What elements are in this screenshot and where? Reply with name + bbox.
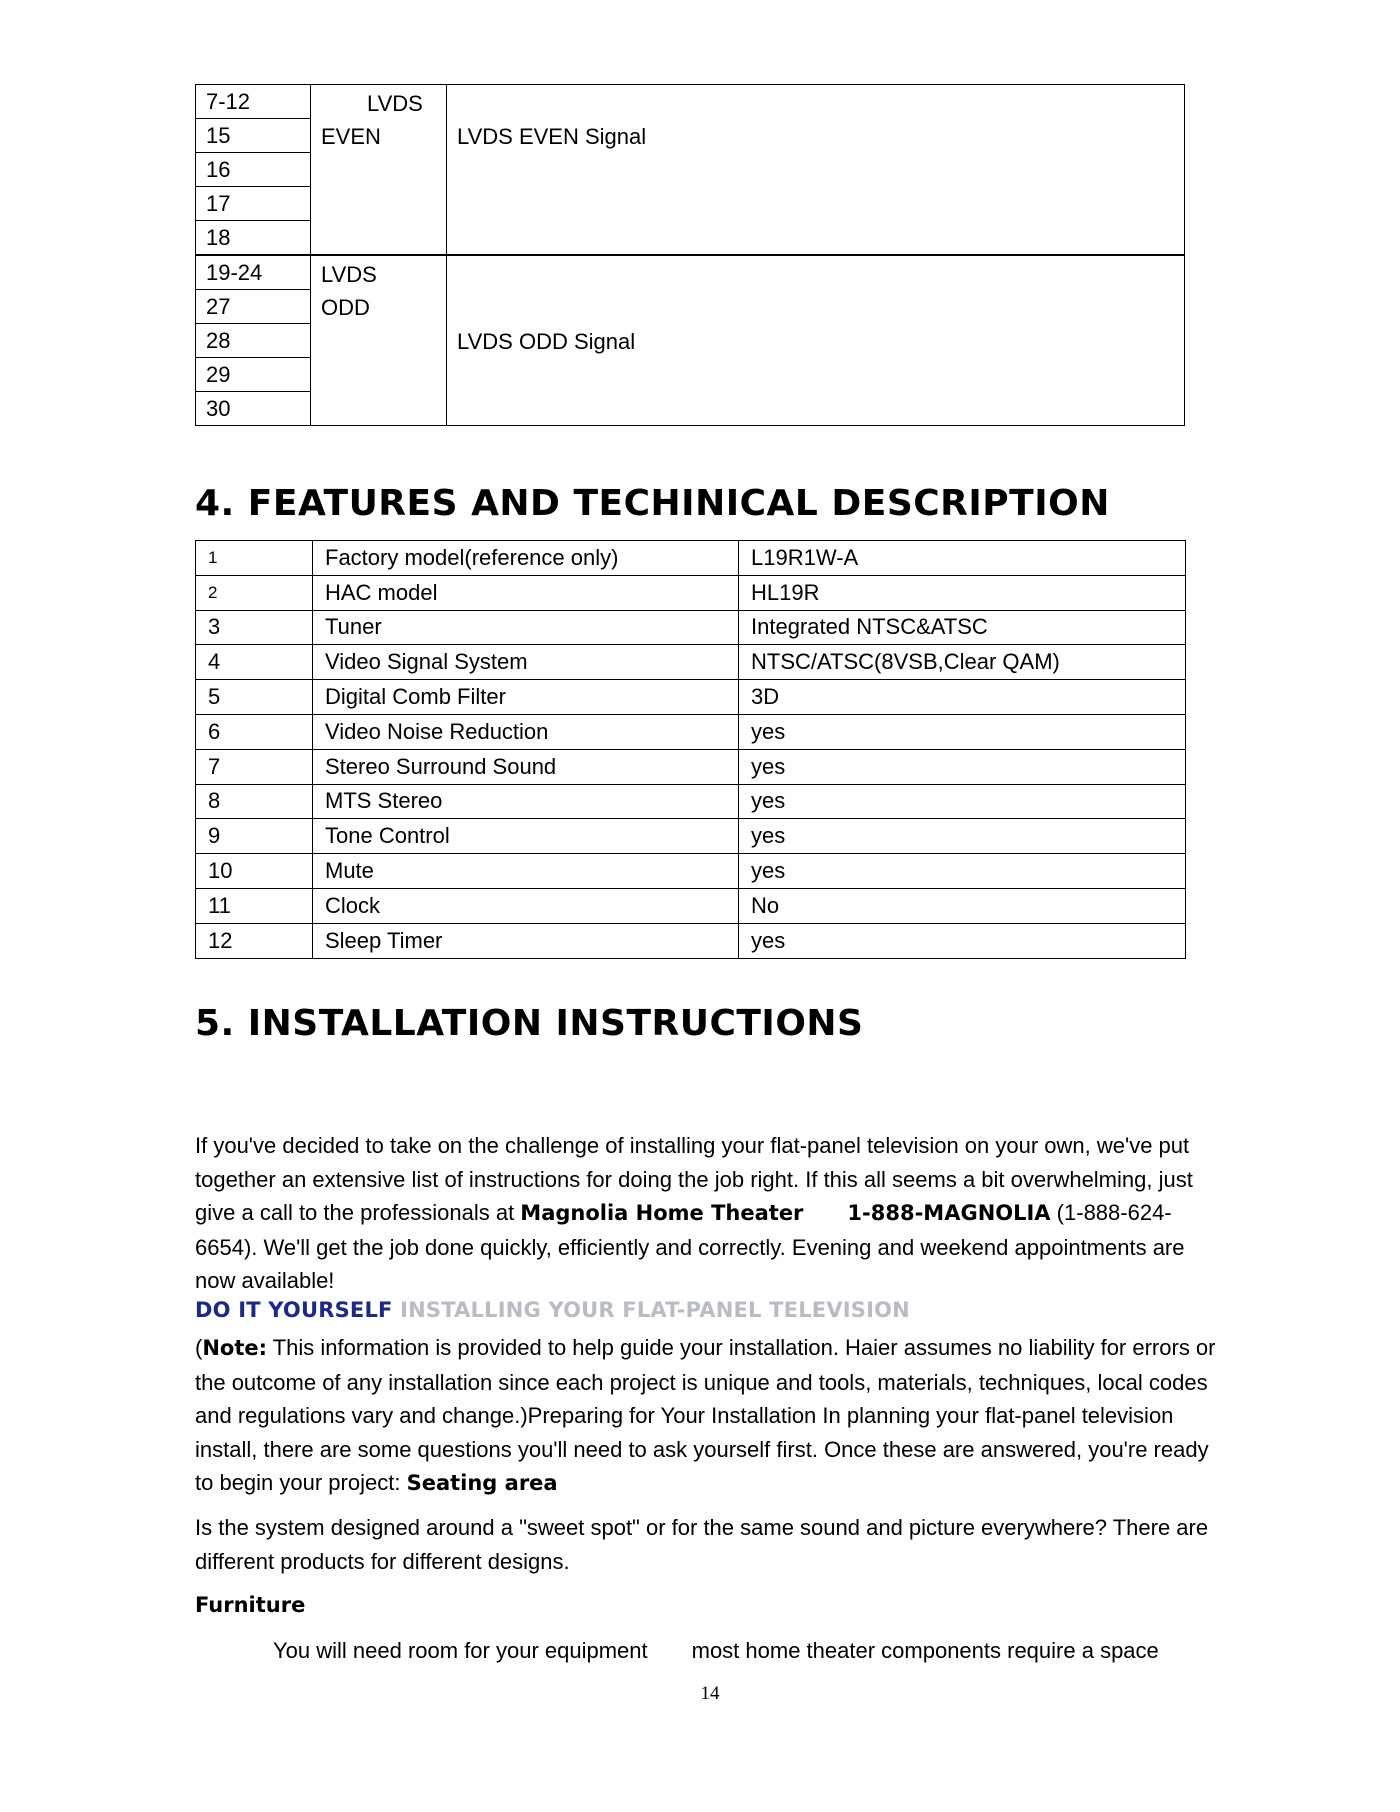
table-row — [196, 784, 1186, 819]
table-row — [196, 923, 1186, 958]
seating-area-heading: Seating area — [406, 1471, 558, 1495]
phone-brand: 1-888-MAGNOLIA — [847, 1201, 1051, 1225]
pin-cell: 29 — [196, 358, 311, 392]
note-text: This information is provided to help guide your installation. Haier assumes no liability for errors or the outcome of any installation since each project is unique and tools, materials, techniques, local codes and regulations vary and change.)Preparing for Your Installation In planning your flat-panel television install, there are some questions you'll need to ask yourself first. Once these are answered, you're ready to begin your project: — [195, 1335, 1216, 1495]
pin-cell: 7-12 — [196, 85, 311, 119]
row-number: 11 — [196, 888, 313, 923]
lvds-odd-desc-text: LVDS ODD Signal — [457, 329, 636, 354]
row-number: 4 — [196, 645, 313, 680]
table-row — [196, 645, 1186, 680]
pin-cell: 17 — [196, 187, 311, 221]
page-number: 14 — [700, 1683, 720, 1704]
row-number: 6 — [196, 714, 313, 749]
feature-name: Sleep Timer — [313, 923, 739, 958]
lvds-even-name-line1: LVDS — [367, 91, 423, 116]
row-number: 5 — [196, 680, 313, 715]
pin-cell: 30 — [196, 392, 311, 426]
lvds-even-desc-text: LVDS EVEN Signal — [457, 124, 647, 149]
installation-heading: 5. INSTALLATION INSTRUCTIONS — [195, 1003, 864, 1044]
pin-cell: 27 — [196, 290, 311, 324]
table-row — [196, 819, 1186, 854]
table-row — [196, 749, 1186, 784]
feature-value: yes — [739, 923, 1186, 958]
pin-cell: 19-24 — [196, 255, 311, 290]
feature-value: 3D — [739, 680, 1186, 715]
feature-name: Clock — [313, 888, 739, 923]
furniture-paragraph — [273, 1638, 1159, 1664]
feature-name: Video Signal System — [313, 645, 739, 680]
feature-name: Mute — [313, 854, 739, 889]
table-row — [196, 714, 1186, 749]
note-label: Note: — [202, 1336, 268, 1360]
feature-name: Stereo Surround Sound — [313, 749, 739, 784]
diy-banner — [195, 1298, 910, 1322]
diy-banner-lead: DO IT YOURSELF — [195, 1298, 393, 1322]
sweet-spot-paragraph: Is the system designed around a "sweet spot" or for the same sound and picture everywhere? There are different products for different designs. — [195, 1515, 1209, 1574]
table-row — [196, 575, 1186, 610]
lvds-even-desc — [447, 85, 1185, 256]
diy-banner-title: INSTALLING YOUR FLAT-PANEL TELEVISION — [400, 1298, 910, 1322]
feature-name: Tuner — [313, 610, 739, 645]
pin-cell: 28 — [196, 324, 311, 358]
feature-value: No — [739, 888, 1186, 923]
lvds-even-name — [311, 85, 447, 256]
note-paragraph — [195, 1331, 1225, 1501]
row-number: 2 — [196, 575, 313, 610]
intro-text-end: (1-888-624-6654). We'll get the job done quickly, efficiently and correctly. Evening and weekend appointments are now available! — [195, 1200, 1185, 1293]
table-row — [196, 854, 1186, 889]
table-row — [196, 680, 1186, 715]
lvds-odd-name-line2: ODD — [321, 295, 370, 320]
table-row — [196, 888, 1186, 923]
pin-cell: 15 — [196, 119, 311, 153]
features-heading: 4. FEATURES AND TECHINICAL DESCRIPTION — [195, 483, 1110, 524]
lvds-odd-desc — [447, 255, 1185, 426]
company-name: Magnolia Home Theater — [520, 1201, 804, 1225]
row-number: 10 — [196, 854, 313, 889]
feature-value: yes — [739, 749, 1186, 784]
pin-cell: 16 — [196, 153, 311, 187]
lvds-odd-name — [311, 255, 447, 426]
furniture-text-2: most home theater components require a space — [691, 1638, 1159, 1663]
feature-value: yes — [739, 819, 1186, 854]
intro-text: If you've decided to take on the challenge of installing your flat-panel television on your own, we've put together an extensive list of instructions for doing the job right. If this all seems a bit overwhelming, just give a call to the professionals at — [195, 1133, 1193, 1225]
row-number: 12 — [196, 923, 313, 958]
table-row — [196, 541, 1186, 576]
feature-name: Digital Comb Filter — [313, 680, 739, 715]
feature-value: yes — [739, 854, 1186, 889]
feature-value: Integrated NTSC&ATSC — [739, 610, 1186, 645]
furniture-text-1: You will need room for your equipment — [273, 1638, 648, 1663]
row-number: 8 — [196, 784, 313, 819]
feature-name: Factory model(reference only) — [313, 541, 739, 576]
pin-cell: 18 — [196, 221, 311, 256]
feature-name: MTS Stereo — [313, 784, 739, 819]
lvds-even-name-line2: EVEN — [321, 124, 381, 149]
furniture-heading: Furniture — [195, 1593, 306, 1617]
feature-name: Video Noise Reduction — [313, 714, 739, 749]
feature-value: L19R1W-A — [739, 541, 1186, 576]
row-number: 7 — [196, 749, 313, 784]
table-row — [196, 610, 1186, 645]
feature-name: Tone Control — [313, 819, 739, 854]
row-number: 9 — [196, 819, 313, 854]
feature-value: yes — [739, 784, 1186, 819]
feature-value: HL19R — [739, 575, 1186, 610]
feature-value: yes — [739, 714, 1186, 749]
row-number: 3 — [196, 610, 313, 645]
row-number: 1 — [196, 541, 313, 576]
lvds-odd-name-line1: LVDS — [321, 262, 377, 287]
lvds-signal-table — [195, 84, 1185, 426]
features-table — [195, 540, 1186, 959]
feature-name: HAC model — [313, 575, 739, 610]
note-open-paren: ( — [195, 1335, 203, 1360]
intro-paragraph — [195, 1129, 1225, 1298]
feature-value: NTSC/ATSC(8VSB,Clear QAM) — [739, 645, 1186, 680]
